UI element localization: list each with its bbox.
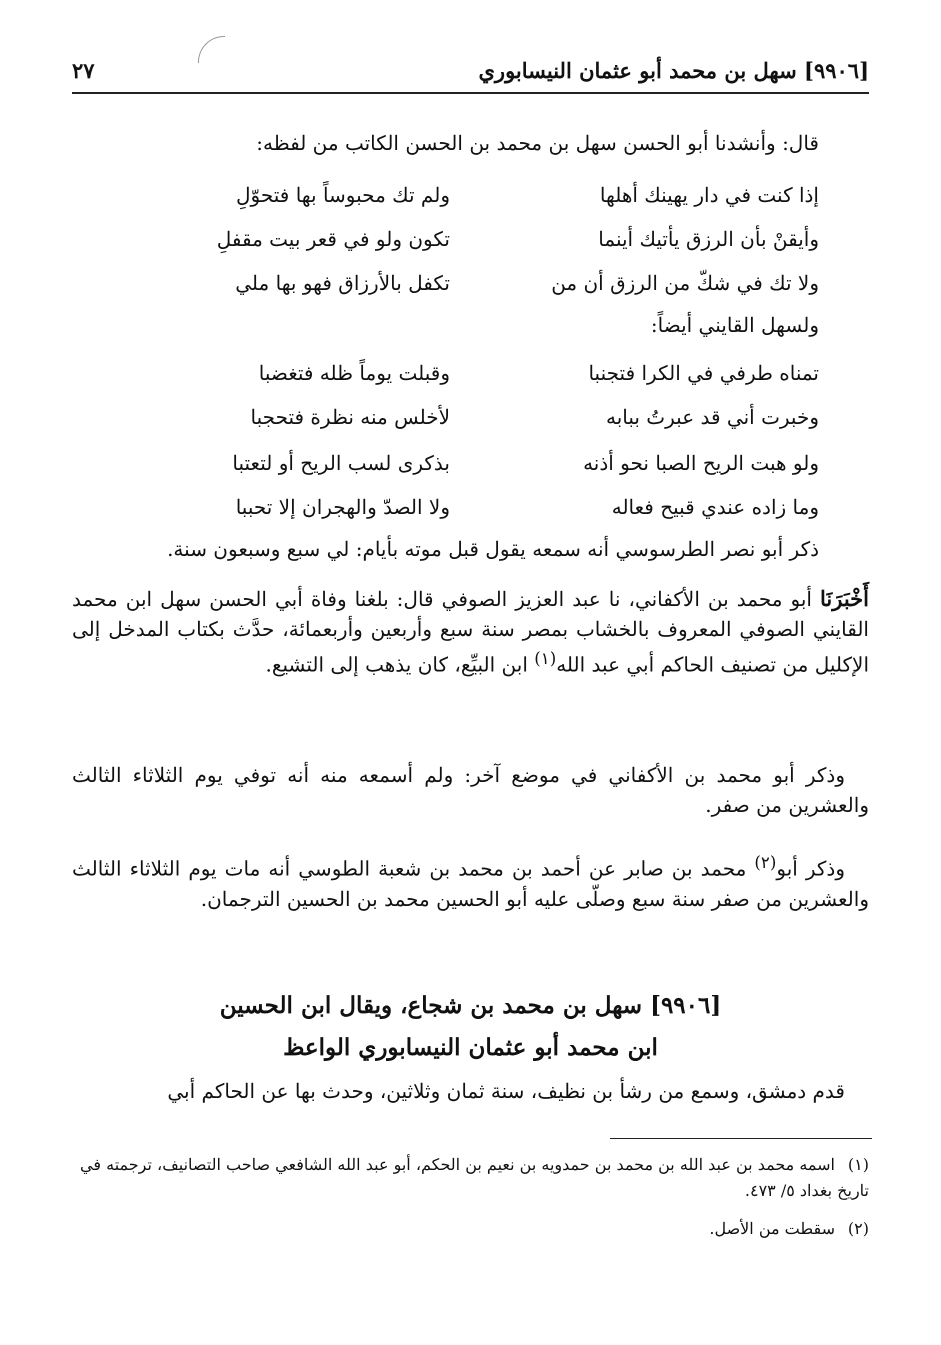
entry-heading-line2: ابن محمد أبو عثمان النيسابوري الواعظ xyxy=(283,1034,658,1061)
footnote-number: (١) xyxy=(847,1155,869,1174)
footnote-rule xyxy=(610,1138,872,1139)
page-number: ٢٧ xyxy=(72,58,95,83)
verse-hemistich: تمناه طرفي في الكرا فتجنبا xyxy=(588,361,819,385)
paragraph-text: أبو محمد بن الأكفاني، نا عبد العزيز الصوفي قال: بلغنا وفاة أبي الحسن سهل ابن محمد القايني الصوفي المعروف بالخشاب بمصر سنة سبع وأربعين وأربعمائة، حدَّث بكتاب المدخل إلى الإكليل من تصنيف الحاكم أبي عبد الله xyxy=(72,587,869,677)
footnote-text: سقطت من الأصل. xyxy=(709,1219,835,1238)
verse-hemistich: وخبرت أني قد عبرتُ ببابه xyxy=(605,405,819,429)
footnote-2 xyxy=(72,1216,869,1242)
verse-hemistich: ولا الصدّ والهجران إلا تحببا xyxy=(235,495,450,519)
verse-hemistich: ولا تك في شكّ من الرزق أن من xyxy=(551,271,819,295)
paragraph-tusi xyxy=(72,848,869,914)
verse-hemistich: إذا كنت في دار يهينك أهلها xyxy=(599,183,819,207)
verse-hemistich: وما زاده عندي قبيح فعاله xyxy=(611,495,819,519)
running-title: [٩٩٠٦] سهل بن محمد أبو عثمان النيسابوري xyxy=(478,58,869,83)
footnote-marker: (٢) xyxy=(754,853,777,872)
poem2-intro: ولسهل القايني أيضاً: xyxy=(650,313,819,337)
verse-hemistich: وأيقنْ بأن الرزق يأتيك أينما xyxy=(598,227,819,251)
verse-hemistich: وقبلت يوماً ظله فتغضبا xyxy=(258,361,450,385)
verse-hemistich: تكفل بالأرزاق فهو بها ملي xyxy=(235,271,450,295)
verse-hemistich: ولو هبت الريح الصبا نحو أذنه xyxy=(583,451,819,475)
note-age: ذكر أبو نصر الطرسوسي أنه سمعه يقول قبل موته بأيام: لي سبع وسبعون سنة. xyxy=(167,537,819,561)
verse-hemistich: تكون ولو في قعر بيت مقفلِ xyxy=(216,227,450,251)
footnote-marker: (١) xyxy=(534,649,557,668)
paragraph-text: وذكر أبو xyxy=(776,856,845,881)
akhbarana-lead: أَخْبَرَنَا xyxy=(820,586,869,611)
footnote-1 xyxy=(72,1152,869,1204)
entry-heading-line1: [٩٩٠٦] سهل بن محمد بن شجاع، ويقال ابن الحسين xyxy=(219,992,722,1019)
paragraph-akfani: وذكر أبو محمد بن الأكفاني في موضع آخر: ولم أسمعه منه أنه توفي يوم الثلاثاء الثالث والعشرين من صفر. xyxy=(72,763,869,817)
running-head xyxy=(72,56,869,94)
footnote-number: (٢) xyxy=(847,1219,869,1238)
verse-hemistich: بذكرى لسب الريح أو لتعتبا xyxy=(232,451,450,475)
verse-hemistich: ولم تك محبوساً بها فتحوّلِ xyxy=(235,183,450,207)
intro-line: قال: وأنشدنا أبو الحسن سهل بن محمد بن الحسن الكاتب من لفظه: xyxy=(256,131,819,155)
paragraph-text: ابن البيِّع، كان يذهب إلى التشيع. xyxy=(265,652,535,677)
paragraph-akhbarana xyxy=(72,584,869,680)
paragraph-text: محمد بن صابر عن أحمد بن محمد بن شعبة الطوسي أنه مات يوم الثلاثاء الثالث والعشرين من صفر سنة سبع وصلّى عليه أبو الحسين محمد بن الحسين الترجمان. xyxy=(72,856,869,911)
verse-hemistich: لأخلس منه نظرة فتحجبا xyxy=(250,405,450,429)
footnote-text: اسمه محمد بن عبد الله بن محمد بن حمدويه بن نعيم بن الحكم، أبو عبد الله الشافعي صاحب التصانيف، ترجمته في تاريخ بغداد ٥/ ٤٧٣. xyxy=(80,1155,869,1200)
entry-text: قدم دمشق، وسمع من رشأ بن نظيف، سنة ثمان وثلاثين، وحدث بها عن الحاكم أبي xyxy=(167,1079,845,1103)
